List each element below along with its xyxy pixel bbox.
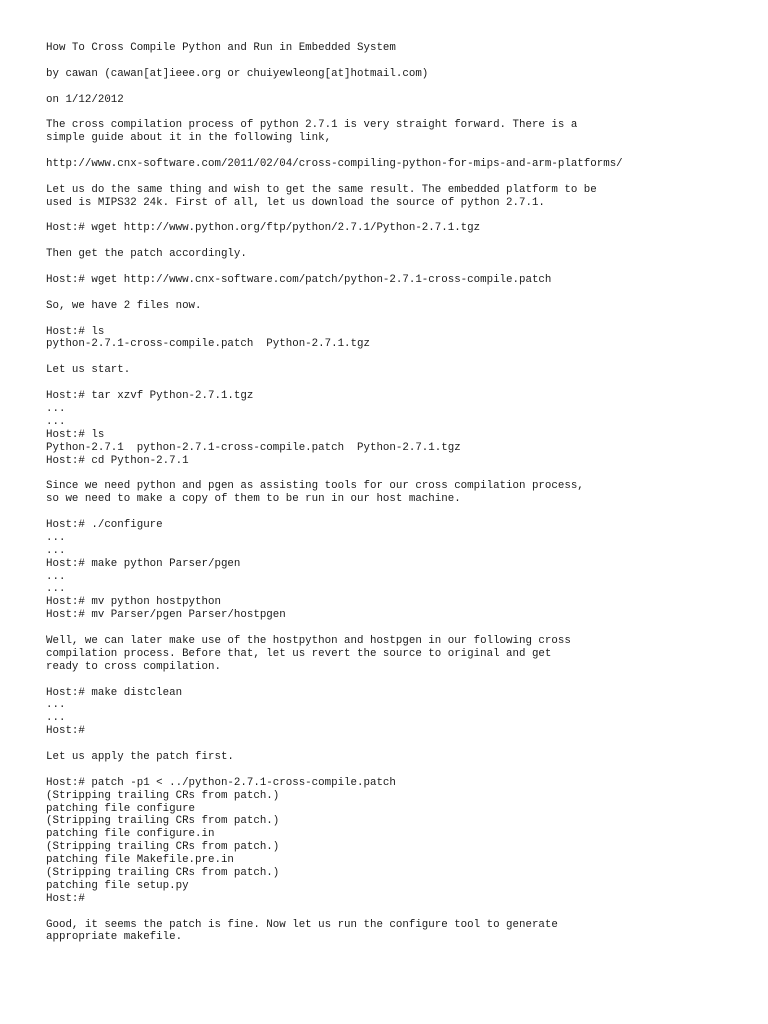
text-line: Let us apply the patch first.	[46, 750, 234, 763]
text-line: patching file Makefile.pre.in	[46, 854, 234, 867]
text-line: (Stripping trailing CRs from patch.)	[46, 789, 280, 802]
blank-line	[46, 145, 746, 158]
text-line: python-2.7.1-cross-compile.patch Python-2.7.1.tgz	[46, 338, 370, 351]
text-line: (Stripping trailing CRs from patch.)	[46, 815, 280, 828]
text-line: Since we need python and pgen as assisting tools for our cross compilation process,	[46, 480, 584, 493]
shell-command-line: Host:# wget http://www.cnx-software.com/patch/python-2.7.1-cross-compile.patch	[46, 274, 552, 287]
blank-line	[46, 764, 746, 777]
blank-line	[46, 261, 746, 274]
text-line: So, we have 2 files now.	[46, 299, 202, 312]
text-line: patching file configure	[46, 802, 196, 815]
text-line: compilation process. Before that, let us revert the source to original and get	[46, 647, 552, 660]
shell-command-line: Host:# mv python hostpython	[46, 596, 221, 609]
shell-command-line: Host:# ls	[46, 428, 105, 441]
shell-command-line: Host:# ./configure	[46, 518, 163, 531]
blank-line	[46, 738, 746, 751]
shell-command-line: Host:# patch -p1 < ../python-2.7.1-cross-compile.patch	[46, 776, 396, 789]
text-line: Well, we can later make use of the hostpython and hostpgen in our following cross	[46, 634, 571, 647]
shell-command-line: Host:# ls	[46, 325, 105, 338]
blank-line	[46, 506, 746, 519]
text-line: ...	[46, 699, 66, 712]
text-line: Then get the patch accordingly.	[46, 248, 247, 261]
shell-command-line: Host:#	[46, 725, 85, 738]
blank-line	[46, 210, 746, 223]
text-line: so we need to make a copy of them to be run in our host machine.	[46, 493, 461, 506]
shell-command-line: Host:# cd Python-2.7.1	[46, 454, 189, 467]
document-body	[46, 42, 746, 944]
text-line: simple guide about it in the following link,	[46, 132, 332, 145]
text-line: by cawan (cawan[at]ieee.org or chuiyewleong[at]hotmail.com)	[46, 67, 429, 80]
shell-command-line: Host:# make distclean	[46, 686, 183, 699]
blank-line	[46, 467, 746, 480]
text-line: Let us do the same thing and wish to get the same result. The embedded platform to be	[46, 183, 597, 196]
blank-line	[46, 235, 746, 248]
blank-line	[46, 351, 746, 364]
text-line: Let us start.	[46, 364, 131, 377]
text-line: patching file configure.in	[46, 828, 215, 841]
blank-line	[46, 622, 746, 635]
text-line: patching file setup.py	[46, 879, 189, 892]
blank-line	[46, 287, 746, 300]
shell-command-line: Host:# tar xzvf Python-2.7.1.tgz	[46, 390, 254, 403]
shell-command-line: Host:# make python Parser/pgen	[46, 557, 241, 570]
url-link: http://www.cnx-software.com/2011/02/04/cross-compiling-python-for-mips-and-arm-platforms/	[46, 158, 623, 171]
blank-line	[46, 674, 746, 687]
text-line: on 1/12/2012	[46, 93, 124, 106]
text-line: used is MIPS32 24k. First of all, let us download the source of python 2.7.1.	[46, 196, 545, 209]
text-line: appropriate makefile.	[46, 931, 183, 944]
text-line: Python-2.7.1 python-2.7.1-cross-compile.patch Python-2.7.1.tgz	[46, 441, 461, 454]
blank-line	[46, 313, 746, 326]
text-line: ...	[46, 415, 66, 428]
blank-line	[46, 55, 746, 68]
text-line: (Stripping trailing CRs from patch.)	[46, 841, 280, 854]
document-title: How To Cross Compile Python and Run in Embedded System	[46, 42, 396, 54]
text-line: ...	[46, 712, 66, 725]
text-line: (Stripping trailing CRs from patch.)	[46, 867, 280, 879]
blank-line	[46, 377, 746, 390]
text-line: ...	[46, 402, 66, 415]
blank-line	[46, 81, 746, 94]
blank-line	[46, 171, 746, 184]
text-line: ...	[46, 531, 66, 544]
blank-line	[46, 106, 746, 119]
text-line: ready to cross compilation.	[46, 660, 221, 673]
shell-command-line: Host:#	[46, 892, 85, 905]
shell-command-line: Host:# mv Parser/pgen Parser/hostpgen	[46, 609, 286, 622]
text-line: ...	[46, 570, 66, 583]
blank-line	[46, 906, 746, 919]
text-line: ...	[46, 544, 66, 557]
text-line: The cross compilation process of python 2.7.1 is very straight forward. There is a	[46, 119, 578, 132]
text-line: Good, it seems the patch is fine. Now let us run the configure tool to generate	[46, 918, 558, 931]
shell-command-line: Host:# wget http://www.python.org/ftp/python/2.7.1/Python-2.7.1.tgz	[46, 222, 481, 235]
text-line: ...	[46, 583, 66, 596]
